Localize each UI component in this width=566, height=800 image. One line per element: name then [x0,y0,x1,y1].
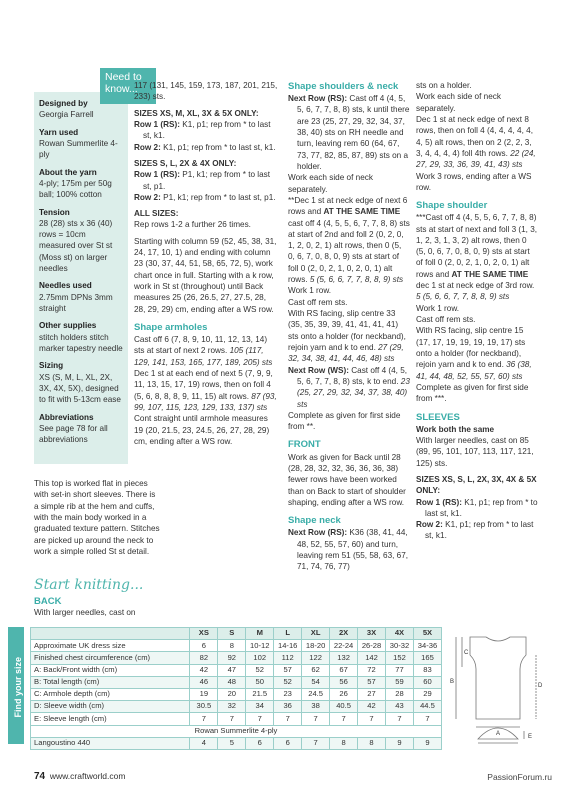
table-cell: 59 [386,676,414,688]
text: Work 1 row. [416,303,460,313]
text: Dec 1 st at each end of next 5 (7, 9, 9, 11, 13, 15, 17, 19) rows, then on foll 4 (5, 6, 8, 8, 8, 9, 11, 15) alt rows. 87 (93, 99, 107, 115, 123, 129, 133, 137) sts [134,368,277,412]
sidebar-heading: Needles used [39,281,92,291]
table-cell: L [274,628,302,640]
page-footer [34,770,125,784]
text: Cast off rem sts. [416,315,476,325]
text: Work 3 rows, ending after a WS row. [416,171,532,192]
pattern-column-3 [288,80,410,573]
sidebar-text: 28 (28) sts x 36 (40) rows = 10cm measured over St st (Moss st) on larger needles [39,218,113,274]
table-cell: 6 [274,737,302,749]
start-knitting-heading: Start knitting... [34,577,144,593]
intro-text: This top is worked flat in pieces with set-in short sleeves. There is a simple rib at the hem and cuffs, with the main body worked in a graduated texture pattern. Stitches are picked up around the neck to work a simple rolled St st detail. [34,479,160,556]
sidebar-text: See page 78 for all abbreviations [39,423,108,445]
table-cell: 132 [330,652,358,664]
text: Work 1 row. [288,286,332,296]
table-cell: 26-28 [358,640,386,652]
table-cell: 7 [358,713,386,725]
table-cell: 57 [274,664,302,676]
table-cell: 7 [386,713,414,725]
section-heading: Shape neck [288,515,341,527]
table-cell: 42 [190,664,218,676]
table-cell: 7 [302,737,330,749]
table-cell: 9 [386,737,414,749]
table-row [31,664,442,676]
table-cell: 7 [330,713,358,725]
back-text: With larger needles, cast on [34,608,136,617]
website-link[interactable]: www.craftworld.com [49,771,126,781]
table-cell: 30.5 [190,701,218,713]
table-cell: 5 [218,737,246,749]
table-cell: 7 [302,713,330,725]
sidebar-text: 4-ply; 175m per 50g ball; 100% cotton [39,178,112,200]
table-row [31,652,442,664]
table-cell: 92 [218,652,246,664]
text: Work each side of neck separately. [416,92,501,113]
sidebar-heading: Abbreviations [39,412,94,422]
table-cell: 112 [274,652,302,664]
size-table [30,627,442,750]
table-cell: 36 [274,701,302,713]
table-row [31,628,442,640]
table-cell: 18-20 [302,640,330,652]
table-cell: 47 [218,664,246,676]
table-cell: 21.5 [246,688,274,700]
sidebar-heading: Sizing [39,361,64,371]
table-cell: 8 [330,737,358,749]
table-cell: 38 [302,701,330,713]
text: sts on a holder. [416,81,472,90]
body-outline [470,637,526,719]
sidebar-text: stitch holders stitch marker tapestry needle [39,332,123,353]
back-heading: BACK [34,596,62,607]
sidebar-text: Georgia Farrell [39,110,94,120]
section-heading: FRONT [288,439,321,451]
table-cell: 22-24 [330,640,358,652]
dimension-label-c: C [464,650,469,656]
text: Starting with column 59 (52, 45, 38, 31, 24, 17, 10, 1) and ending with column 23 (30, 37, 44, 51, 58, 65, 72, 5), work chart once in full. Starting with a k row, work in St st (throughout) until Back measures 25 (26, 26.5, 27, 27.5, 28, 28, 29, 29) cm, ending after a WS row. [134,236,277,314]
row-instruction: Next Row (WS): Cast off 4 (4, 5, 5, 6, 7, 7, 8, 8) sts, k to end. 23 (25, 27, 29, 32, 34, 37, 38, 40) sts [288,365,410,409]
table-cell: 28 [386,688,414,700]
text: Complete as given for first side from ***. [416,382,529,404]
table-row [31,640,442,652]
table-cell: 7 [274,713,302,725]
table-cell: 32 [218,701,246,713]
need-to-know-sidebar [34,92,128,464]
sidebar-heading: Other supplies [39,321,97,331]
table-cell: 30-32 [386,640,414,652]
table-cell: 165 [413,652,441,664]
dimension-label-d: D [538,683,543,689]
table-cell: 57 [358,676,386,688]
table-cell: 48 [218,676,246,688]
table-cell: 14-16 [274,640,302,652]
table-cell: 46 [190,676,218,688]
text: Rep rows 1-2 a further 26 times. [134,220,251,230]
table-row [31,737,442,749]
pattern-column-4 [416,80,538,542]
table-cell: 142 [358,652,386,664]
row-instruction: Row 2: K1, p1; rep from * to last st, k1. [134,142,276,152]
sidebar-heading: Yarn used [39,127,79,137]
table-cell: 54 [302,676,330,688]
table-cell: Approximate UK dress size [31,640,190,652]
sidebar-text: 2.75mm DPNs 3mm straight [39,292,113,313]
row-instruction: Row 1 (RS): P1, k1; rep from * to last st, p1. [134,170,271,191]
table-cell: 52 [246,664,274,676]
table-cell: 72 [358,664,386,676]
table-cell: Langoustino 440 [31,737,190,749]
table-cell: 8 [218,640,246,652]
table-cell: E: Sleeve length (cm) [31,713,190,725]
text: Work as given for Back until 28 (28, 28, 32, 32, 36, 36, 36, 38) fewer rows have been worked than on Back to start of shoulder shaping, ending after a WS row. [288,452,406,507]
text: Work each side of neck separately. [288,173,373,194]
text: 117 (131, 145, 159, 173, 187, 201, 215, 233) sts. [134,81,278,102]
text: Cast off rem sts. [288,297,348,307]
table-cell: 2X [330,628,358,640]
table-cell: B: Total length (cm) [31,676,190,688]
table-cell: 9 [413,737,441,749]
table-cell: 62 [302,664,330,676]
sidebar-heading: Tension [39,207,70,217]
table-row [31,676,442,688]
table-cell: 152 [386,652,414,664]
garment-schematic [448,627,558,747]
page-number: 74 [34,771,46,782]
section-heading: SLEEVES [416,411,460,423]
text: Cont straight until armhole measures 19 (20, 21.5, 23, 24.5, 26, 27, 28, 29) cm, ending after a WS row. [134,414,270,446]
table-cell: 50 [246,676,274,688]
find-your-size-label: Find your size [12,656,23,718]
sidebar-text: Rowan Summerlite 4-ply [39,138,118,160]
find-your-size-tab [8,627,24,744]
table-cell: Finished chest circumference (cm) [31,652,190,664]
table-cell: 122 [302,652,330,664]
table-cell: 24.5 [302,688,330,700]
table-cell: C: Armhole depth (cm) [31,688,190,700]
section-heading: Shape shoulder [416,200,488,212]
section-heading: Shape armholes [134,321,208,333]
row-instruction: Row 2: K1, p1; rep from * to last st, k1. [416,520,534,541]
table-cell: D: Sleeve width (cm) [31,701,190,713]
text: **Dec 1 st at neck edge of next 6 rows and AT THE SAME TIME cast off 4 (4, 5, 5, 6, 7, 7, 8, 8) sts at start of 2nd and foll 2 (0, 2, 0, 1, 2, 0, 2, 1) alt rows, then 0 (5, 0, 6, 7, 0, 8, 0, 9) sts at start of foll 0 (2, 0, 2, 1, 0, 2, 0, 1) alt rows. 5 (5, 6, 6, 7, 7, 8, 8, 9) sts [288,195,410,285]
text: Complete as given for first side from **. [288,410,401,432]
table-cell: 42 [358,701,386,713]
table-cell: 102 [246,652,274,664]
table-cell: A: Back/Front width (cm) [31,664,190,676]
dimension-label-a: A [496,731,501,737]
table-cell: 44.5 [413,701,441,713]
row-instruction: Row 1 (RS): K1, p1; rep from * to last st, k1. [134,119,271,141]
text: With RS facing, slip centre 15 (17, 17, 19, 19, 19, 19, 17) sts onto a holder (for neckband), rejoin yarn and k to end. 36 (38, 41, 44, 48, 52, 55, 57, 60) sts [416,326,532,381]
table-cell: 56 [330,676,358,688]
table-cell: 60 [413,676,441,688]
yarn-header-cell: Rowan Summerlite 4-ply [31,725,442,737]
table-cell: 6 [246,737,274,749]
subheading: Work both the same [416,424,495,434]
section-heading: Shape shoulders & neck [288,81,399,92]
table-cell: 6 [190,640,218,652]
dimension-label-e: E [528,734,533,740]
text: Dec 1 st at neck edge of next 8 rows, then on foll 4 (4, 4, 4, 4, 4, 4, 5) alt rows, then on 2 (2, 2, 3, 3, 4, 4, 4, 4) foll 4th rows. 22 (24, 27, 29, 33, 36, 39, 41, 43) sts [416,114,536,170]
row-instruction: Next Row (RS): Cast off 4 (4, 5, 5, 6, 7, 7, 8, 8) sts, k until there are 23 (25, 27, 29, 32, 34, 37, 38, 40) sts on RH needle and turn, leaving rem 60 (64, 67, 73, 77, 82, 85, 87, 89) sts on a holder. [288,94,410,171]
table-cell: 43 [386,701,414,713]
text: With larger needles, cast on 85 (89, 95, 101, 107, 113, 117, 121, 125) sts. [416,435,534,468]
table-cell: 82 [190,652,218,664]
table-cell: 26 [330,688,358,700]
pattern-column-2 [134,80,279,447]
text: ***Cast off 4 (4, 5, 5, 6, 7, 7, 8, 8) sts at start of next and foll 3 (1, 3, 1, 2, 3, 1, 3, 2) alt rows, then 0 (5, 0, 6, 7, 0, 8, 0, 9) sts at start of foll 0 (2, 0, 2, 1, 0, 2, 0, 1) alt rows and AT THE SAME TIME dec 1 st at neck edge of 3rd row. 5 (5, 6, 6, 7, 7, 8, 8, 9) sts [416,213,538,302]
table-cell: 34-36 [413,640,441,652]
table-cell [31,628,190,640]
size-heading: ALL SIZES: [134,209,179,219]
table-cell: 20 [218,688,246,700]
table-cell: XL [302,628,330,640]
table-cell: 27 [358,688,386,700]
table-cell: 10-12 [246,640,274,652]
table-cell: 83 [413,664,441,676]
table-cell: 52 [274,676,302,688]
table-cell: 5X [413,628,441,640]
dimension-label-b: B [450,679,455,685]
table-cell: 4 [190,737,218,749]
table-cell: 3X [358,628,386,640]
table-cell: 7 [218,713,246,725]
text: Cast off 6 (7, 8, 9, 10, 11, 12, 13, 14) sts at start of next 2 rows. 105 (117, 129, 141, 153, 165, 177, 189, 205) sts [134,335,273,367]
table-cell: 7 [190,713,218,725]
text: With RS facing, slip centre 33 (35, 35, 39, 39, 41, 41, 41, 41) sts onto a holder (for neckband), rejoin yarn and k to end. 27 (29, 32, 34, 38, 41, 44, 46, 48) sts [288,309,406,364]
size-heading: SIZES XS, S, L, 2X, 3X, 4X & 5X ONLY: [416,474,537,496]
table-cell: 40.5 [330,701,358,713]
table-cell: M [246,628,274,640]
table-cell: 7 [246,713,274,725]
table-row [31,688,442,700]
row-instruction: Row 2: P1, k1; rep from * to last st, p1. [134,192,276,202]
table-cell: 8 [358,737,386,749]
row-instruction: Row 1 (RS): K1, p1; rep from * to last st, k1. [416,497,538,518]
table-cell: XS [190,628,218,640]
table-cell: 23 [274,688,302,700]
table-cell: 29 [413,688,441,700]
sidebar-text: XS (S, M, L, XL, 2X, 3X, 4X, 5X), designed to fit with 5-13cm ease [39,372,121,405]
row-instruction: Next Row (RS): K36 (38, 41, 44, 48, 52, 55, 57, 60) and turn, leaving rem 51 (55, 58, 63, 67, 71, 74, 76, 77) [288,528,409,572]
table-cell: 4X [386,628,414,640]
table-cell: 34 [246,701,274,713]
table-row [31,701,442,713]
sidebar-heading: About the yarn [39,167,97,177]
need-to-know-tag: Need to know... [100,68,156,104]
size-heading: SIZES S, L, 2X & 4X ONLY: [134,158,237,168]
table-cell: 67 [330,664,358,676]
table-cell: 7 [413,713,441,725]
sidebar-heading: Designed by [39,99,88,108]
credit: PassionForum.ru [487,772,552,782]
table-cell: 77 [386,664,414,676]
size-heading: SIZES XS, M, XL, 3X & 5X ONLY: [134,108,259,118]
table-row [31,725,442,737]
table-row [31,713,442,725]
table-cell: 19 [190,688,218,700]
table-cell: S [218,628,246,640]
